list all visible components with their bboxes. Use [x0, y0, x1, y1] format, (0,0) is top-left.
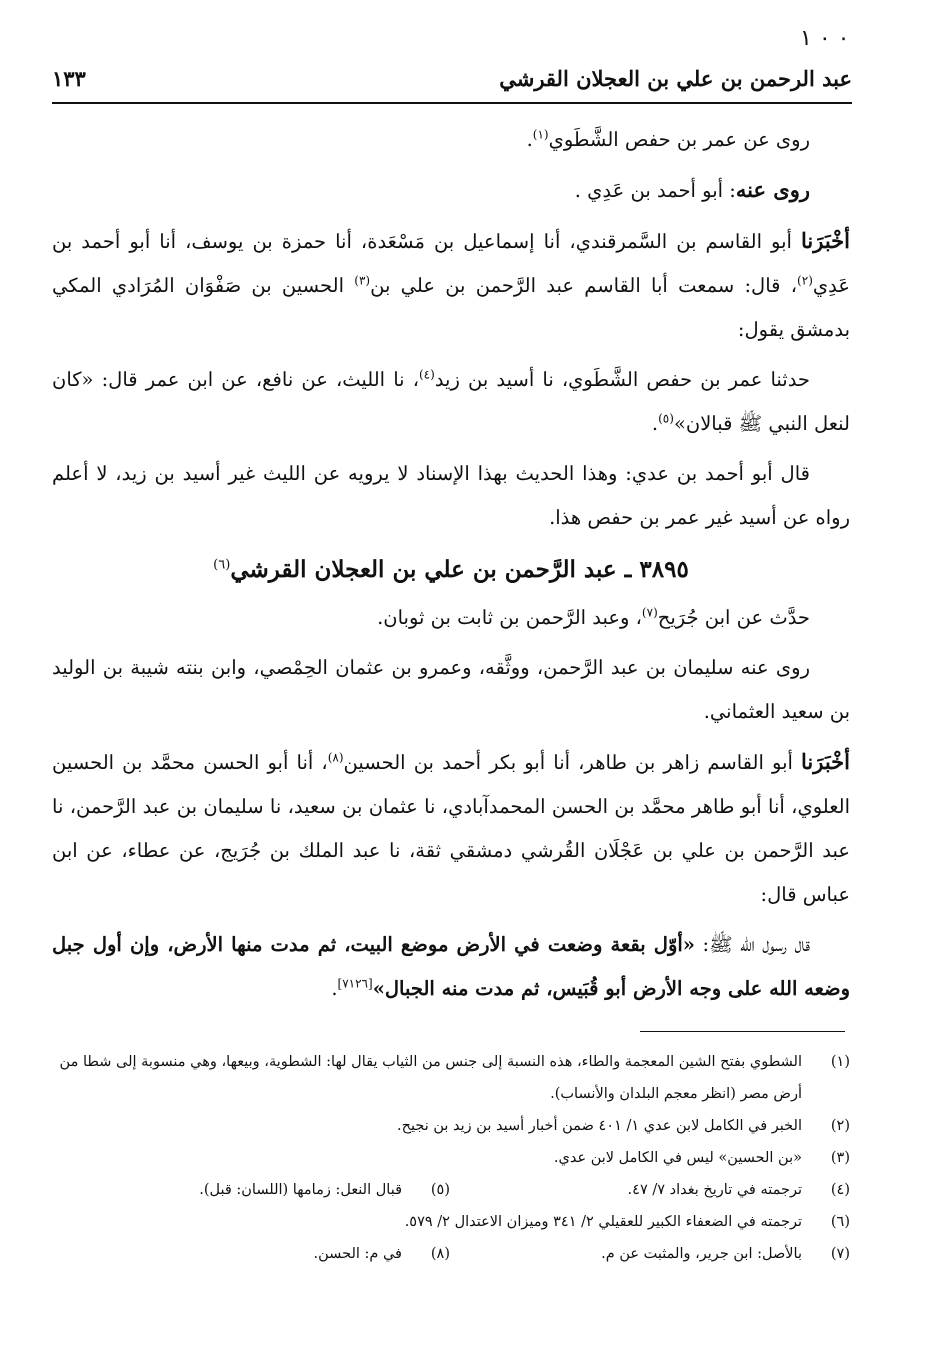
footnote-ref: (٤): [418, 367, 435, 382]
corner-page-mark: ٠ ٠ ١: [800, 26, 850, 51]
keyword-akhbarana: أخْبَرَنا: [801, 749, 850, 774]
footnote-ref: (٣): [354, 273, 371, 288]
paragraph-isnad-1: أخْبَرَنا أبو القاسم بن السَّمرقندي، أنا إسماعيل بن مَسْعَدة، أنا حمزة بن يوسف، أنا أبو أحمد بن عَدِي$^{(٢)}$، قال: سمعت أبا القاسم عبد الرَّحمن بن علي بن$^{(٣)}$ الحسين بن صَفْوَان المُرَادي المكي بدمشق يقول:: [52, 228, 851, 341]
paragraph-comment: قال أبو أحمد بن عدي: وهذا الحديث بهذا الإسناد لا يرويه عن الليث غير أسيد بن زيد، لا أعلم رواه عن أسيد غير عمر بن حفص هذا.: [52, 462, 850, 529]
footnote-item: (٦) ترجمته في الضعفاء الكبير للعقيلي ٢/ ٣٤١ وميزان الاعتدال ٢/ ٥٧٩.: [404, 1214, 850, 1230]
paragraph-narrated-by-2: روى عنه سليمان بن عبد الرَّحمن، ووثَّقه، وعمرو بن عثمان الحِمْصي، وابن بنته شيبة بن الوليد بن سعيد العثماني.: [52, 656, 850, 723]
footnote-item: (٧) بالأصل: ابن جرير، والمثبت عن م.: [601, 1246, 850, 1262]
keyword-akhbarana: أخْبَرَنا: [801, 228, 850, 253]
footnote-item: (٤) ترجمته في تاريخ بغداد ٧/ ٤٧.: [627, 1182, 850, 1198]
paragraph-narrated-from: روى عن عمر بن حفص الشَّطَوي$^{(١)}$.: [526, 127, 810, 151]
paragraph-hadith-1: حدثنا عمر بن حفص الشَّطَوي، نا أسيد بن زيد$^{(٤)}$، نا الليث، عن نافع، عن ابن عمر قال: «كان لنعل النبي ﷺ قبالان»$^{(٥)}$.: [52, 367, 850, 435]
paragraph-isnad-2: أخْبَرَنا أبو القاسم زاهر بن طاهر، أنا أبو بكر أحمد بن الحسين$^{(٨)}$، أنا أبو الحسن محمَّد بن الحسين العلوي، أنا أبو طاهر محمَّد بن الحسن المحمدآبادي، نا عثمان بن سعيد، نا سليمان بن عبد الرَّحمن، نا عبد الرَّحمن بن علي بن عَجْلَان القُرشي دمشقي ثقة، نا عبد الملك بن جُرَيج، عن عطاء، عن ابن عباس قال:: [52, 749, 850, 906]
footnote-ref: (٥): [658, 411, 674, 426]
footnote-item: (٥) قبال النعل: زمامها (اللسان: قبل).: [199, 1182, 450, 1198]
footnote-ref: (٦): [213, 557, 231, 573]
footnote-item: (١) الشطوي بفتح الشين المعجمة والطاء، هذه النسبة إلى جنس من الثياب يقال لها: الشطوية، وبيعها، وهي منسوبة إلى شطا من أرض مصر (انظر معجم البلدان والأنساب).: [59, 1054, 850, 1102]
hadith-number: [٧١٢٦]: [337, 976, 373, 991]
entry-heading: ٣٨٩٥ ـ عبد الرَّحمن بن علي بن العجلان القرشي$^{(٦)}$: [213, 556, 689, 583]
footnote-ref: (٨): [327, 750, 344, 765]
footnote-ref: (٧): [641, 605, 658, 620]
footnotes: [52, 1046, 850, 1270]
footnote-item: (٣) «بن الحسين» ليس في الكامل لابن عدي.: [553, 1150, 850, 1166]
running-title: عبد الرحمن بن علي بن العجلان القرشي: [499, 66, 852, 91]
footnote-separator: [640, 1031, 845, 1032]
page-number: ١٣٣: [52, 66, 86, 91]
keyword-rawa-anhu: روى عنه: [735, 177, 810, 202]
page-header: [52, 62, 852, 104]
main-text: [52, 118, 850, 1015]
footnote-ref: (٢): [797, 273, 813, 288]
hadith-text: «أوّل بقعة وضعت في الأرض موضع البيت، ثم مدت منها الأرض، وإن أول جبل وضعه الله على وجه الأرض أبو قُبَيس، ثم مدت منه الجبال»: [52, 933, 850, 1000]
footnote-pair: [52, 1174, 850, 1206]
paragraph-narrated-by: روى عنه: أبو أحمد بن عَدِي .: [574, 177, 810, 202]
paragraph-narrated-from-2: حدَّث عن ابن جُرَيح$^{(٧)}$، وعبد الرَّحمن بن ثابت بن ثوبان.: [377, 605, 810, 629]
footnote-pair: [52, 1238, 850, 1270]
footnote-ref: (١): [532, 127, 549, 142]
footnote-item: (٢) الخبر في الكامل لابن عدي ١/ ٤٠١ ضمن أخبار أسيد بن زيد بن نجيح.: [397, 1118, 850, 1134]
paragraph-hadith-2: قال رسول الله ﷺ: «أوّل بقعة وضعت في الأرض موضع البيت، ثم مدت منها الأرض، وإن أول جبل وضعه الله على وجه الأرض أبو قُبَيس، ثم مدت منه الجبال»[٧١٢٦].: [52, 933, 850, 1000]
footnote-item: (٨) في م: الحسن.: [313, 1246, 450, 1262]
